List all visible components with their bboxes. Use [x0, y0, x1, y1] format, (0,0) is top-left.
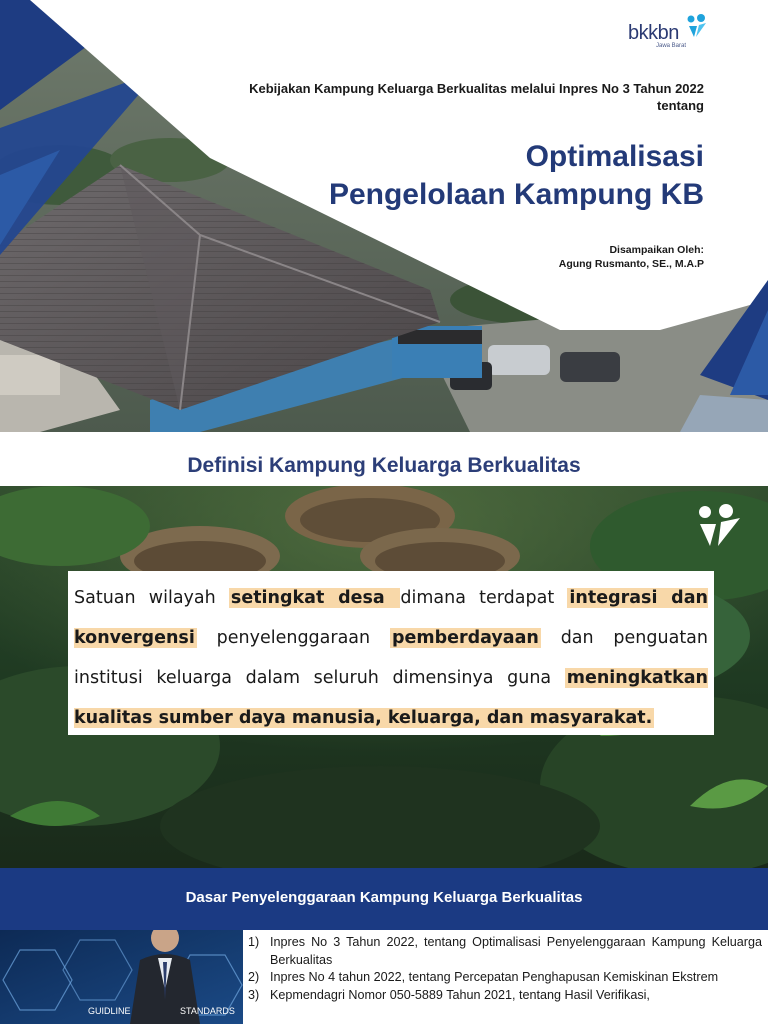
cover-subtitle-line1: Kebijakan Kampung Keluarga Berkualitas melalui Inpres No 3 Tahun 2022 — [249, 81, 704, 96]
definition-text: penyelenggaraan — [196, 628, 390, 648]
legal-basis-list — [248, 934, 762, 1004]
bkkbn-logo — [628, 12, 712, 52]
highlight-integration: integrasi dan konvergensi — [74, 588, 708, 648]
list-item-number: 1) — [248, 935, 260, 949]
definition-text: Satuan wilayah — [74, 588, 229, 608]
cover-title-line1: Optimalisasi — [525, 140, 704, 173]
photo-label-standards: STANDARDS — [180, 1006, 235, 1016]
legal-basis-heading: Dasar Penyelenggaraan Kampung Keluarga Berkualitas — [185, 889, 583, 906]
logo-wordmark: bkkbn — [628, 22, 679, 44]
definition-text: dimana terdapat — [400, 588, 568, 608]
cover-title-line2: Pengelolaan Kampung KB — [328, 178, 704, 211]
presented-by-label: Disampaikan Oleh: — [609, 244, 704, 256]
list-item-text: Inpres No 4 tahun 2022, tentang Percepatan Penghapusan Kemiskinan Ekstrem — [270, 970, 719, 984]
list-item — [248, 969, 762, 987]
definition-heading: Definisi Kampung Keluarga Berkualitas — [187, 454, 581, 477]
presenter-name: Agung Rusmanto, SE., M.A.P — [558, 258, 704, 270]
list-item — [248, 987, 762, 1005]
list-item-number: 3) — [248, 987, 260, 1002]
bkkbn-mark-icon — [690, 502, 746, 548]
definition-slide — [0, 432, 768, 868]
highlight-village-level: setingkat desa — [230, 588, 399, 608]
photo-label-guideline: GUIDLINE — [88, 1006, 131, 1016]
cover-title — [184, 138, 704, 214]
cover-subtitle — [144, 80, 704, 114]
logo-region: Jawa Barat — [656, 43, 687, 49]
cover-slide — [0, 0, 768, 432]
list-item — [248, 934, 762, 969]
highlight-empowerment: pemberdayaan — [391, 628, 539, 648]
highlight-improve-quality: meningkatkan kualitas sumber daya manusia, keluarga, dan masyarakat. — [74, 668, 708, 728]
cover-subtitle-line2: tentang — [657, 98, 704, 113]
slide-decoration — [0, 0, 768, 432]
definition-text: dan penguatan institusi keluarga dalam seluruh dimensinya guna — [74, 628, 708, 688]
bkkbn-mark-icon — [680, 12, 710, 42]
presenter-block — [404, 243, 704, 271]
guideline-standards-photo — [0, 930, 243, 1024]
list-item-text: Inpres No 3 Tahun 2022, tentang Optimalisasi Penyelenggaraan Kampung Keluarga Berkualitas — [270, 935, 762, 967]
definition-text-box — [68, 571, 714, 735]
list-item-text: Kepmendagri Nomor 050-5889 Tahun 2021, tentang Hasil Verifikasi, — [270, 987, 650, 1002]
list-item-number: 2) — [248, 970, 260, 984]
legal-basis-slide — [0, 868, 768, 1024]
